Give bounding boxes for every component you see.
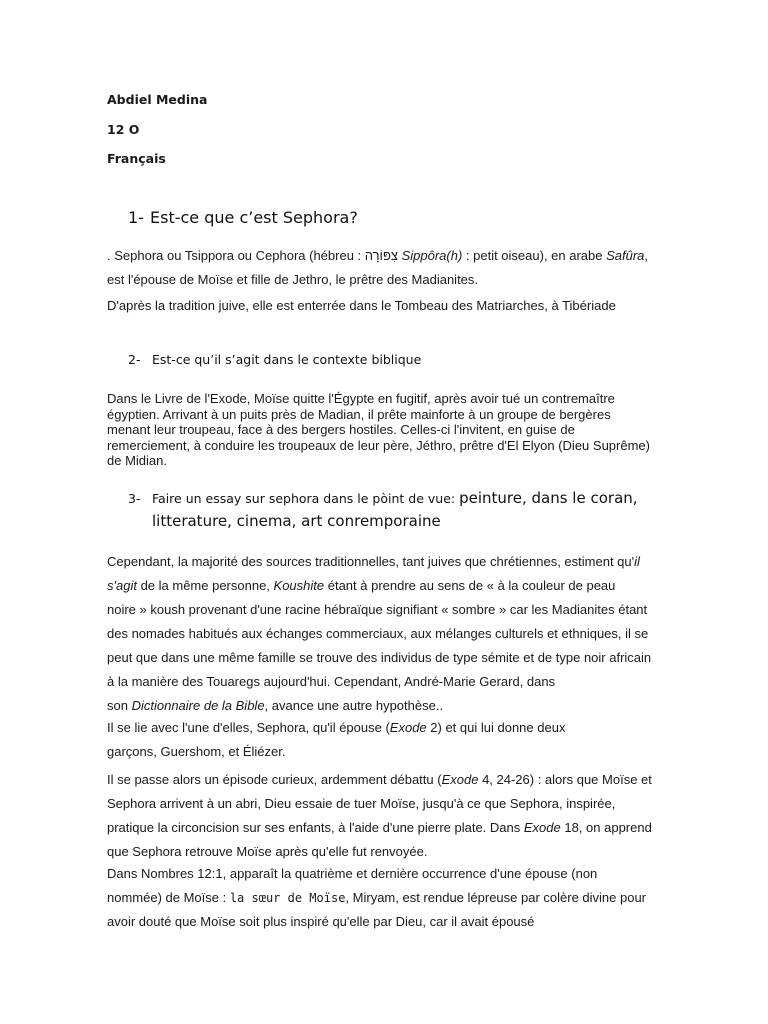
text-run: nommée) de Moïse : [107, 890, 230, 905]
text-run: pratique la circoncision sur ses enfants, à l'aide d'une pierre plate. Dans [107, 820, 524, 835]
text-run: Sephora arrivent à un abri, Dieu essaie de tuer Moïse, jusqu'à ce que Sephora, inspirée, [107, 796, 616, 811]
subject-label: Français [107, 151, 166, 166]
section2-title: Est-ce qu’il s’agit dans le contexte biblique [152, 352, 422, 367]
text-line: Dans le Livre de l'Exode, Moïse quitte l'Égypte en fugitif, après avoir tué un contremaître [107, 391, 615, 406]
text-run: son [107, 698, 132, 713]
italic-text: Sippôra(h) [401, 248, 463, 263]
text-line: remerciement, à conduire les troupeaux de leur père, Jéthro, prêtre d'El Elyon (Dieu Suprême) [107, 437, 650, 453]
text-run: que Sephora retrouve Moïse après qu'elle fut renvoyée. [107, 844, 428, 859]
section2-paragraph [107, 391, 667, 469]
text-run: Cependant, la majorité des sources traditionnelles, tant juives que chrétiennes, estiment qu' [107, 554, 635, 569]
text-run: la sœur de Moïse [229, 891, 346, 905]
section3-title-topics: peinture, dans le coran, [459, 489, 638, 507]
italic-text: Dictionnaire de la Bible [131, 698, 265, 713]
italic-text: Safûra [606, 248, 645, 263]
text-run: , [644, 248, 649, 263]
text-run: des nomades habitués aux échanges commerciaux, aux mélanges culturels et ethniques, il se [107, 626, 649, 641]
section3-heading [128, 487, 648, 532]
paragraph-numbers [107, 862, 667, 934]
section3-title-topics-cont: litterature, cinema, art conremporaine [152, 512, 441, 530]
author-name: Abdiel Medina [107, 92, 208, 107]
text-run: à la manière des Touaregs aujourd'hui. Cependant, André-Marie Gerard, dans [107, 674, 556, 689]
italic-text: Exode [523, 820, 561, 835]
text-line: menant leur troupeau, face à des bergers hostiles. Celles-ci l'invitent, en guise de [107, 422, 575, 437]
text-run: étant à prendre au sens de « à la couleur de peau [324, 578, 616, 593]
section1-number: 1- [128, 208, 144, 227]
text-run: avoir douté que Moïse soit plus inspiré qu'elle par Dieu, car il avait épousé [107, 914, 535, 929]
section1-heading [128, 208, 358, 227]
text-run: 2) et qui lui donne deux [426, 720, 566, 735]
text-run: , avance une autre hypothèse.. [264, 698, 444, 713]
text-run: de la même personne, [136, 578, 274, 593]
text-run: garçons, Guershom, et Éliézer. [107, 744, 286, 759]
text-run: , Miryam, est rendue lépreuse par colère divine pour [345, 890, 647, 905]
text-run: 18, on apprend [560, 820, 652, 835]
italic-text: Exode [441, 772, 479, 787]
hebrew-text: צִפּוֹרָה [364, 248, 398, 263]
text-run: est l'épouse de Moïse et fille de Jethro, le prêtre des Madianites. [107, 272, 479, 287]
section1-paragraph2: D'après la tradition juive, elle est enterrée dans le Tombeau des Matriarches, à Tibériade [107, 298, 616, 313]
text-run: peut que dans une même famille se trouve des individus de type sémite et de type noir africain [107, 650, 652, 665]
italic-text: il [634, 554, 640, 569]
text-run: Il se lie avec l'une d'elles, Sephora, qu'il épouse ( [107, 720, 390, 735]
paragraph-sources [107, 550, 667, 718]
text-run: . Sephora ou Tsippora ou Cephora (hébreu : [107, 248, 365, 263]
text-run: 4, 24-26) : alors que Moïse et [478, 772, 652, 787]
section1-title: Est-ce que c’est Sephora? [150, 208, 358, 227]
text-run: Il se passe alors un épisode curieux, ardemment débattu ( [107, 772, 442, 787]
text-line: égyptien. Arrivant à un puits près de Madian, il prête mainforte à un groupe de bergères [107, 406, 611, 422]
text-run: noire » koush provenant d'une racine hébraïque signifiant « sombre » car les Madianites étant [107, 602, 648, 617]
section3-title-prefix: Faire un essay sur sephora dans le pòint de vue: [152, 491, 460, 506]
italic-text: Koushite [273, 578, 325, 593]
text-line: de Midian. [107, 453, 167, 468]
section3-number: 3- [128, 491, 141, 506]
paragraph-marriage [107, 716, 667, 764]
text-run: Dans Nombres 12:1, apparaît la quatrième et dernière occurrence d'une épouse (non [107, 866, 598, 881]
class-label: 12 O [107, 122, 140, 137]
section2-heading [128, 352, 421, 367]
section2-number: 2- [128, 352, 141, 367]
section1-paragraph1 [107, 244, 667, 292]
paragraph-episode [107, 768, 667, 864]
italic-text: Exode [389, 720, 427, 735]
text-run: : petit oiseau), en arabe [462, 248, 607, 263]
italic-text: s'agit [107, 578, 137, 593]
